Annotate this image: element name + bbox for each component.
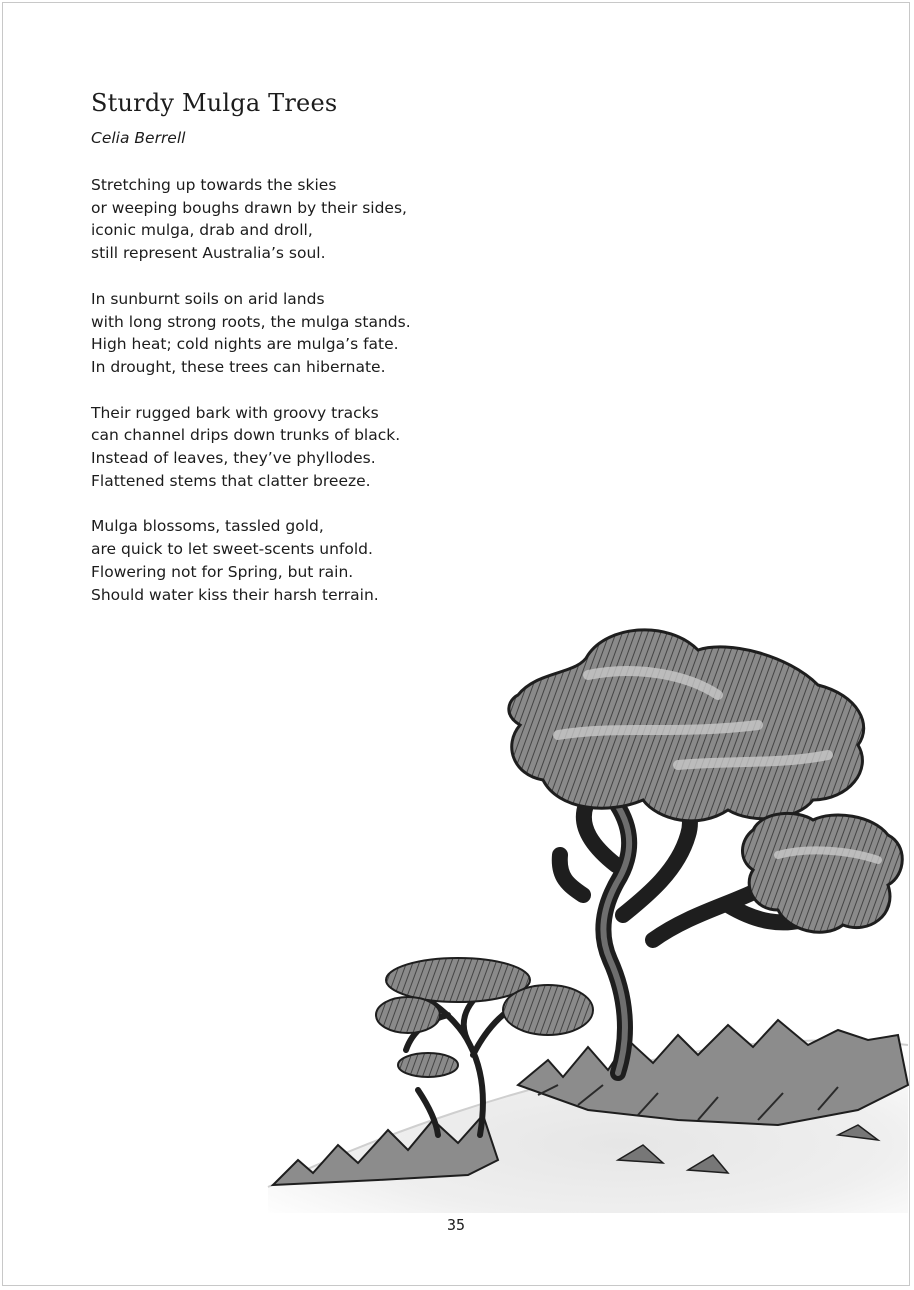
poem-line: Flattened stems that clatter breeze. (91, 471, 371, 490)
poem-line: In sunburnt soils on arid lands (91, 289, 325, 308)
poem-line: or weeping boughs drawn by their sides, (91, 198, 407, 217)
poem-line: are quick to let sweet-scents unfold. (91, 540, 373, 559)
poem-title: Sturdy Mulga Trees (91, 89, 338, 117)
poem-author: Celia Berrell (91, 129, 186, 147)
poem-line: with long strong roots, the mulga stands. (91, 312, 411, 331)
stanza-3 (91, 402, 411, 493)
page (2, 2, 910, 1286)
poem-line: can channel drips down trunks of black. (91, 426, 401, 445)
stanza-4 (91, 515, 411, 606)
stanza-2 (91, 288, 411, 379)
poem-line: Instead of leaves, they’ve phyllodes. (91, 449, 376, 468)
page-number: 35 (446, 1216, 466, 1234)
poem-line: Their rugged bark with groovy tracks (91, 403, 379, 422)
mulga-trees-illustration (258, 615, 913, 1215)
poem-line: Mulga blossoms, tassled gold, (91, 517, 324, 536)
poem-line: High heat; cold nights are mulga’s fate. (91, 335, 399, 354)
poem-line: Should water kiss their harsh terrain. (91, 585, 379, 604)
poem-body (91, 174, 411, 629)
poem-line: Stretching up towards the skies (91, 176, 337, 194)
poem-line: iconic mulga, drab and droll, (91, 221, 313, 240)
poem-line: In drought, these trees can hibernate. (91, 357, 386, 376)
poem-line: still represent Australia’s soul. (91, 244, 326, 263)
stanza-1 (91, 174, 411, 265)
poem-line: Flowering not for Spring, but rain. (91, 562, 354, 581)
